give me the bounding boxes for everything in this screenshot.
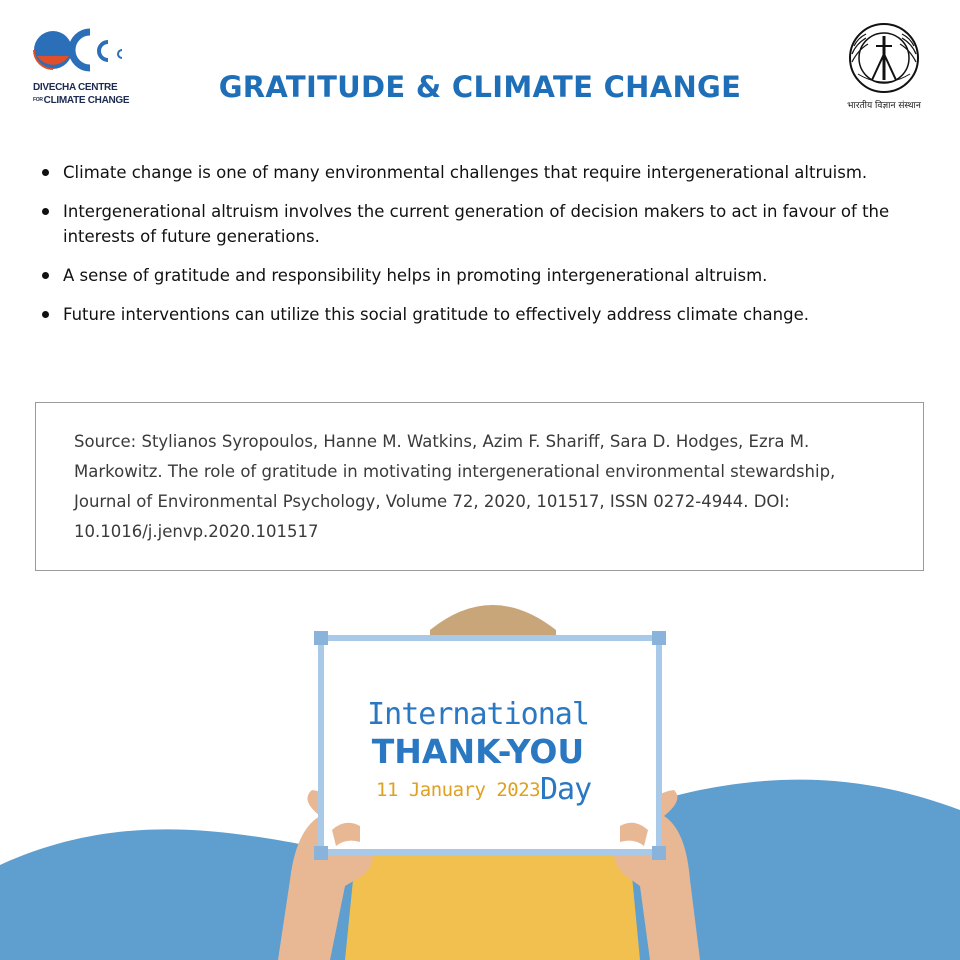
logo-for: FOR	[33, 97, 43, 104]
board-line-day: Day	[540, 772, 592, 807]
logo-line2-text: CLIMATE CHANGE	[43, 95, 130, 106]
bullet-item	[40, 160, 900, 185]
board-date: 11 January 2023	[376, 779, 541, 801]
board-line-thank-you: THANK-YOU	[371, 732, 585, 771]
board-line-international: International	[367, 697, 589, 732]
page-title: GRATITUDE & CLIMATE CHANGE	[218, 70, 742, 104]
bullet-text: Climate change is one of many environmental challenges that require intergenerational altruism.	[63, 163, 868, 182]
bullet-dot-icon	[42, 208, 49, 215]
bullet-text: A sense of gratitude and responsibility helps in promoting intergenerational altruism.	[63, 266, 768, 285]
whiteboard-sign	[318, 632, 662, 852]
bullet-list	[40, 160, 900, 341]
bullet-item	[40, 199, 900, 249]
bullet-dot-icon	[42, 169, 49, 176]
source-citation-text: Source: Stylianos Syropoulos, Hanne M. Watkins, Azim F. Shariff, Sara D. Hodges, Ezra M. Markowitz. The role of gratitude in motivating intergenerational environmental stewardship, Journal of Environmental Psychology, Volume 72, 2020, 101517, ISSN 0272-4944. DOI: 10.1016/j.jenvp.2020.101517	[74, 432, 836, 541]
bullet-text: Intergenerational altruism involves the current generation of decision makers to act in favour of the interests of future generations.	[63, 202, 890, 246]
bullet-item	[40, 263, 900, 288]
bullet-text: Future interventions can utilize this social gratitude to effectively address climate change.	[63, 305, 809, 324]
bullet-dot-icon	[42, 272, 49, 279]
source-citation-box	[35, 402, 924, 571]
iisc-hindi-name: भारतीय विज्ञान संस्थान	[847, 101, 921, 111]
bullet-item	[40, 302, 900, 327]
logo-line1: DIVECHA CENTRE	[33, 82, 118, 93]
bullet-dot-icon	[42, 311, 49, 318]
